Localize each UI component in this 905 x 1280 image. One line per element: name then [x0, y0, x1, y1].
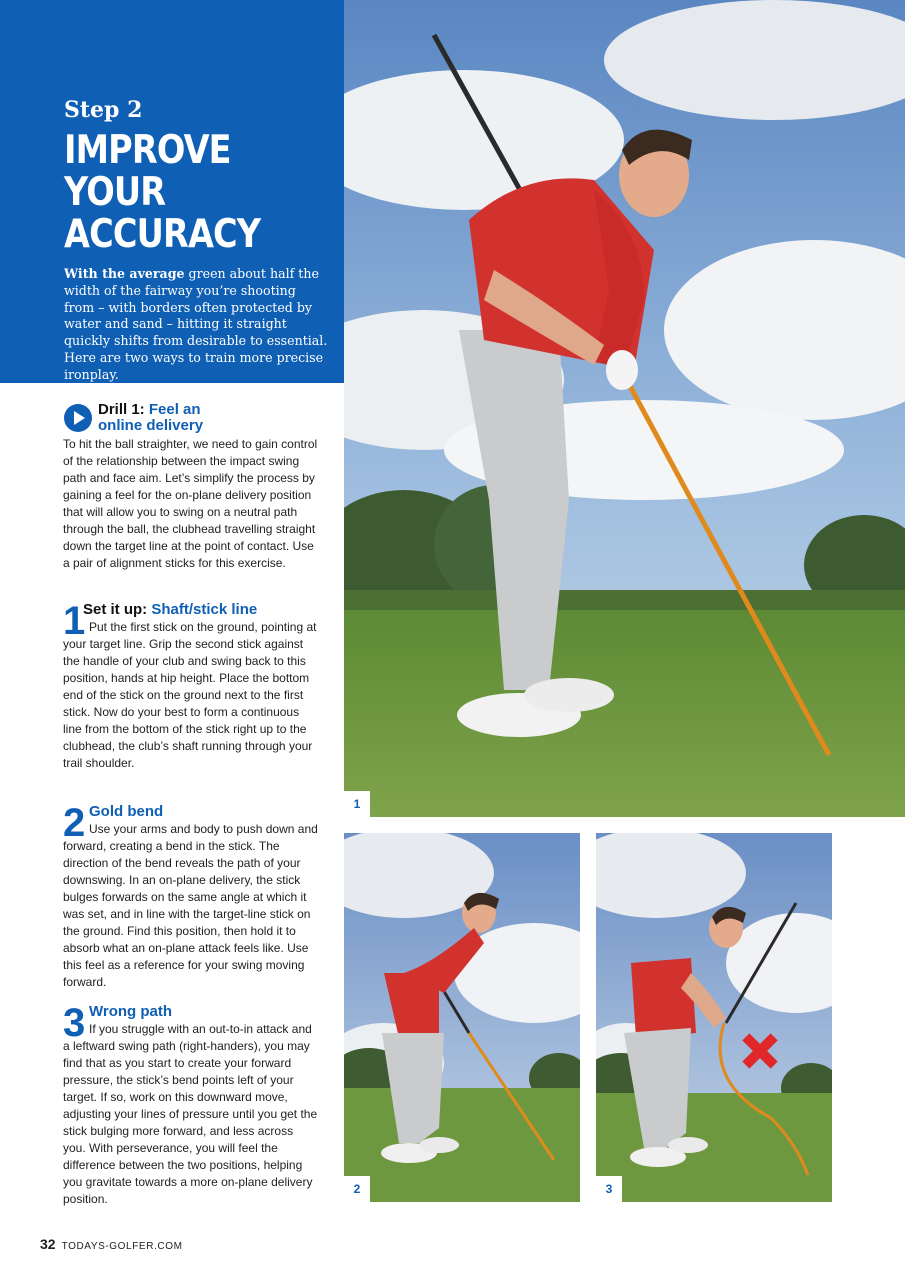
- step-title-accent: Shaft/stick line: [151, 601, 258, 618]
- page-footer: [40, 1236, 183, 1252]
- intro-panel: [0, 0, 344, 383]
- headline-line: YOUR: [64, 170, 166, 215]
- headline-line: ACCURACY: [64, 212, 261, 257]
- play-icon: [64, 404, 92, 432]
- photo-caption: 2: [344, 1176, 370, 1202]
- photo-caption: 1: [344, 791, 370, 817]
- step-title: [89, 803, 163, 821]
- step-title-accent: Wrong path: [89, 1003, 173, 1020]
- step-label: Step 2: [64, 97, 143, 123]
- drill-label: Drill 1:: [98, 401, 145, 418]
- step-title: [89, 1003, 172, 1021]
- lede-text: green about half the width of the fairway you’re shooting from – with borders often protected by water and sand – hitting it straight quickly shifts from desirable to essential. Here are two ways to train more precise ironplay.: [64, 266, 328, 382]
- headline-line: IMPROVE: [64, 128, 231, 173]
- step-title: [83, 601, 257, 619]
- step-title-accent: Gold bend: [89, 803, 164, 820]
- step-title-label: Set it up:: [83, 601, 148, 618]
- golfer-illustration: [344, 0, 905, 817]
- drill-heading: [64, 402, 324, 438]
- step-number: 1: [63, 599, 86, 643]
- lede: [64, 266, 328, 384]
- lede-bold: With the average: [64, 266, 185, 281]
- photo-2: [344, 833, 580, 1202]
- step-body: Use your arms and body to push down and forward, creating a bend in the stick. The direction of the bend reveals the path of your downswing. In an on-plane delivery, the stick bulges forwards on the same angle at which it was set, and in line with the target-line stick on the ground. Find this position, then hold it to absorb what an on-plane attack feels like. Use this feel as a reference for your swing moving forward.: [63, 822, 318, 989]
- photo-3: [596, 833, 832, 1202]
- step-number: 2: [63, 801, 86, 845]
- drill-title: [98, 402, 203, 434]
- golfer-illustration: [344, 833, 580, 1202]
- step-number: 3: [63, 1001, 86, 1045]
- drill-body: To hit the ball straighter, we need to gain control of the relationship between the impact swing path and face aim. Let’s simplify the process by gaining a feel for the on-plane delivery position that will allow you to swing on a neutral path through the ball, the clubhead travelling straight down the target line at the point of contact. Use a pair of alignment sticks for this exercise.: [63, 437, 318, 570]
- main-photo: [344, 0, 905, 817]
- photo-caption: 3: [596, 1176, 622, 1202]
- step-body: If you struggle with an out-to-in attack and a leftward swing path (right-handers), you may find that as you start to create your forward pressure, the stick’s bend points left of your target. If so, work on this downward move, adjusting your lines of pressure until you get the stick bulging more forward, and less across you. With perseverance, you will feel the difference between the two positions, helping you gravitate towards a more on-plane delivery position.: [63, 1022, 318, 1206]
- drill-name-2: online delivery: [98, 417, 204, 434]
- headline: [64, 130, 260, 256]
- drill-name-1: Feel an: [148, 401, 201, 418]
- step-body: Put the first stick on the ground, pointing at your target line. Grip the second stick against the handle of your club and swing back to this position, hands at hip height. Place the bottom end of the stick on the ground next to the first stick. Now do your best to form a continuous line from the bottom of the stick right up to the clubhead, the club’s shaft running through your trail shoulder.: [63, 620, 317, 770]
- golfer-illustration: [596, 833, 832, 1202]
- site-url: TODAYS-GOLFER.COM: [61, 1241, 183, 1252]
- page-number: 32: [40, 1236, 56, 1252]
